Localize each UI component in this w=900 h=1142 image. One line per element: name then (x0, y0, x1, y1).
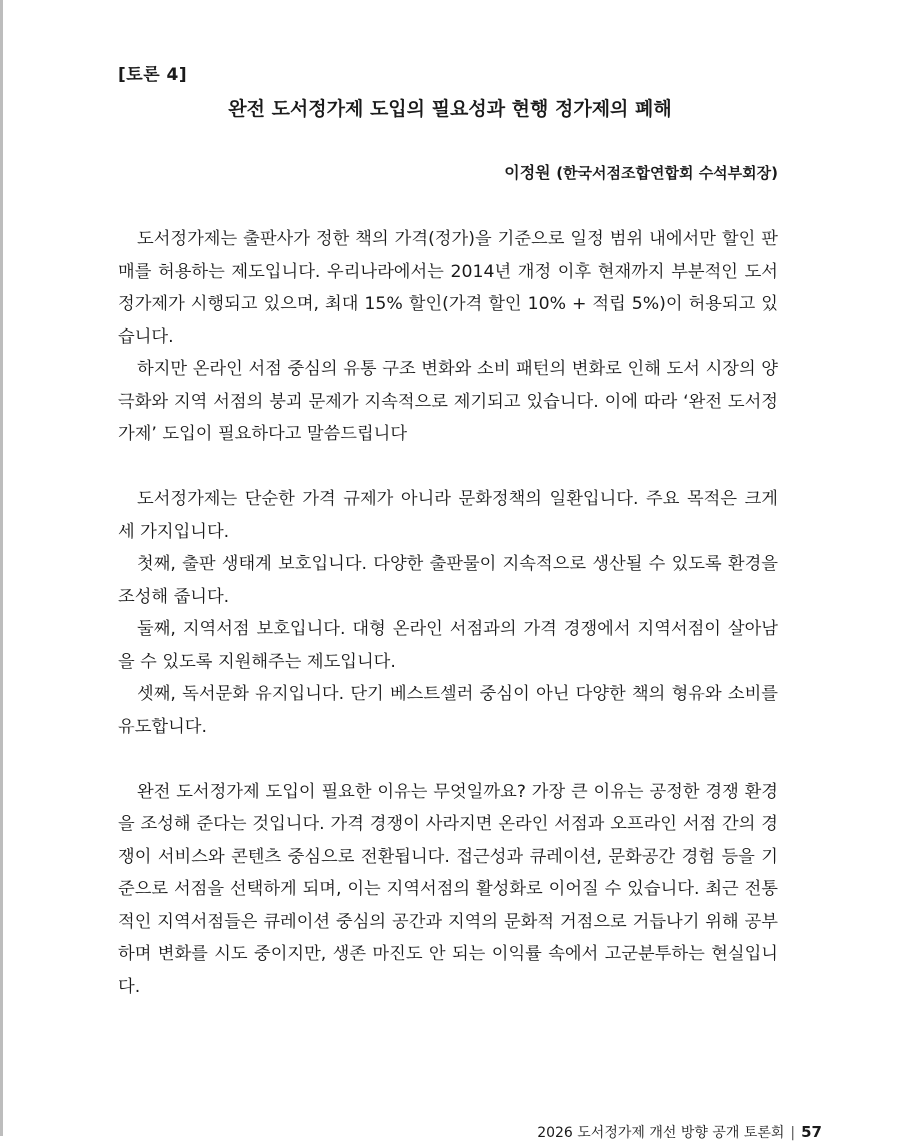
paragraph: 셋째, 독서문화 유지입니다. 단기 베스트셀러 중심이 아닌 다양한 책의 형유와 소비를 유도합니다. (118, 684, 778, 737)
paragraph: 도서정가제는 출판사가 정한 책의 가격(정가)을 기준으로 일정 범위 내에서만 할인 판매를 허용하는 제도입니다. 우리나라에서는 2014년 개정 이후 현재까지 부분적인 도서정가제가 시행되고 있으며, 최대 15% 할인(가격 할인 10% + 적립 5%)이 허용되고 있습니다. (118, 229, 778, 347)
footer-event: 2026 도서정가제 개선 방향 공개 토론회 (537, 1125, 785, 1141)
author-affiliation: (한국서점조합연합회 수석부회장) (556, 164, 778, 182)
paragraph: 첫째, 출판 생태계 보호입니다. 다양한 출판물이 지속적으로 생산될 수 있도록 환경을 조성해 줍니다. (118, 554, 778, 607)
paragraph: 하지만 온라인 서점 중심의 유통 구조 변화와 소비 패턴의 변화로 인해 도서 시장의 양극화와 지역 서점의 붕괴 문제가 지속적으로 제기되고 있습니다. 이에 따라 ‘완전 도서정가제’ 도입이 필요하다고 말씀드립니다 (118, 359, 778, 444)
author-line (504, 160, 778, 183)
footer-separator: | (790, 1125, 796, 1141)
page-footer (537, 1122, 822, 1142)
paragraph-gap (118, 743, 778, 776)
document-title: 완전 도서정가제 도입의 필요성과 현행 정가제의 폐해 (228, 98, 672, 120)
paragraph: 둘째, 지역서점 보호입니다. 대형 온라인 서점과의 가격 경쟁에서 지역서점이 살아남을 수 있도록 지원해주는 제도입니다. (118, 619, 778, 672)
document-body (118, 223, 778, 1003)
paragraph: 도서정가제는 단순한 가격 규제가 아니라 문화정책의 일환입니다. 주요 목적은 크게 세 가지입니다. (118, 489, 778, 542)
paragraph: 완전 도서정가제 도입이 필요한 이유는 무엇일까요? 가장 큰 이유는 공정한 경쟁 환경을 조성해 준다는 것입니다. 가격 경쟁이 사라지면 온라인 서점과 오프라인 서점 간의 경쟁이 서비스와 콘텐츠 중심으로 전환됩니다. 접근성과 큐레이션, 문화공간 경험 등을 기준으로 서점을 선택하게 되며, 이는 지역서점의 활성화로 이어질 수 있습니다. 최근 전통적인 지역서점들은 큐레이션 중심의 공간과 지역의 문화적 거점으로 거듭나기 위해 공부하며 변화를 시도 중이지만, 생존 마진도 안 되는 이익률 속에서 고군분투하는 현실입니다. (118, 781, 778, 997)
paragraph-gap (118, 451, 778, 484)
page-number: 57 (801, 1123, 822, 1141)
section-label: [토론 4] (118, 65, 188, 85)
author-name: 이정원 (504, 163, 551, 182)
